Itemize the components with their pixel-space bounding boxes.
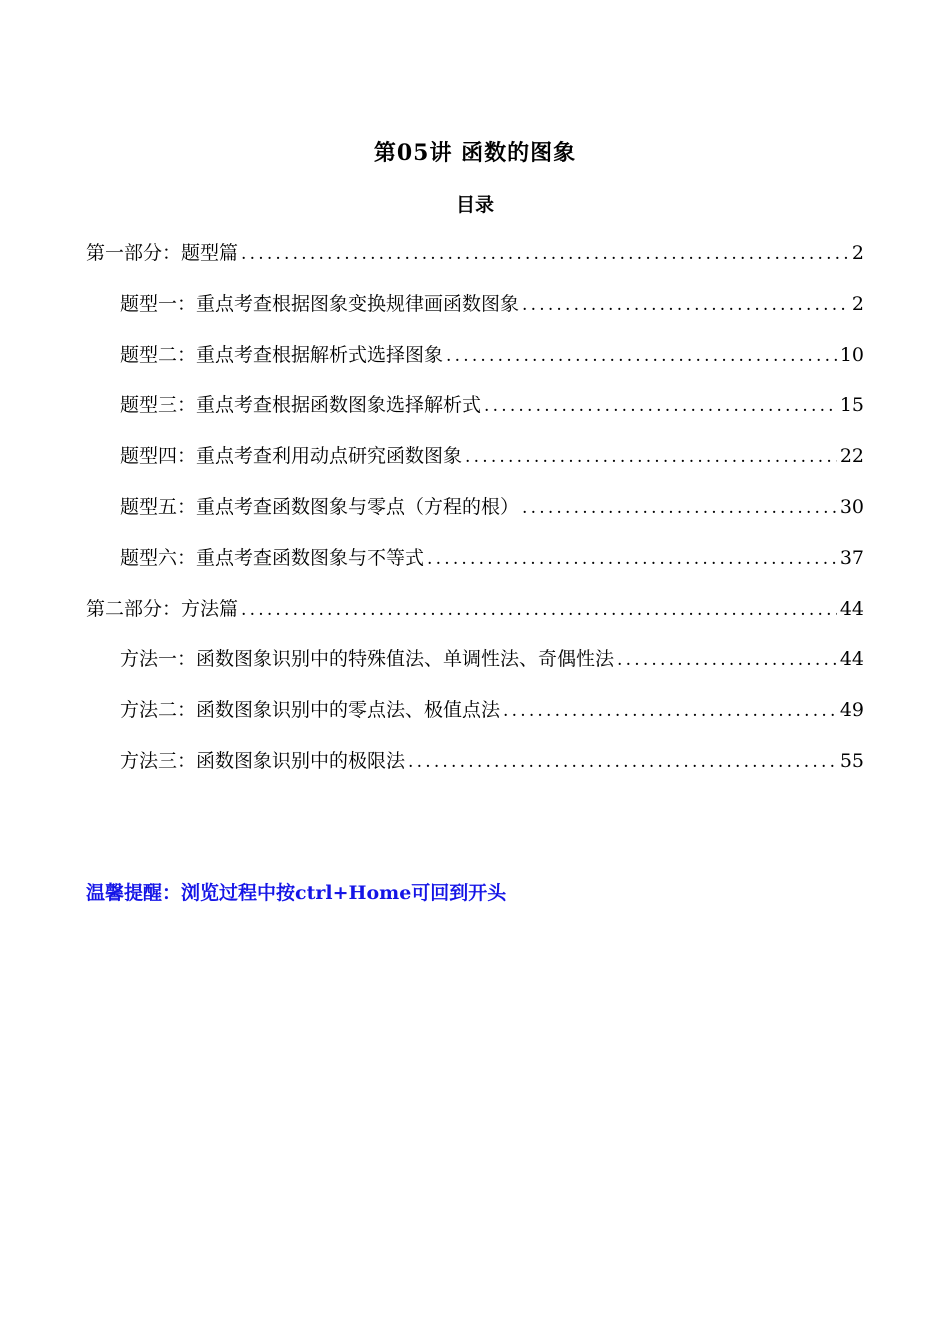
page-title: 第05讲 函数的图象 [373,140,577,166]
toc-dot-leader [408,752,837,772]
toc-page-number: 55 [839,749,864,772]
toc-dot-leader [617,650,837,670]
toc-entry-type-4[interactable] [0,441,950,492]
toc-entry-label: 题型二：重点考查根据解析式选择图象 [120,343,444,366]
toc-dot-leader [465,447,837,467]
toc-entry-type-3[interactable] [0,390,950,441]
toc-entry-label: 题型五：重点考查函数图象与零点（方程的根） [120,495,520,518]
toc-dot-leader [522,295,849,315]
toc-entry-method-1[interactable] [0,644,950,695]
toc-dot-leader [484,396,837,416]
toc-entry-type-2[interactable] [0,340,950,391]
toc-entry-label: 方法一：函数图象识别中的特殊值法、单调性法、奇偶性法 [120,648,615,671]
toc-page-number: 2 [851,242,864,264]
table-of-contents [0,238,950,797]
toc-entry-method-2[interactable] [0,695,950,746]
toc-heading: 目录 [455,194,494,216]
toc-page-number: 37 [839,546,864,569]
toc-entry-type-1[interactable] [0,289,950,340]
toc-page-number: 49 [839,699,864,722]
toc-page-number: 44 [839,648,864,671]
toc-entry-method-3[interactable] [0,746,950,797]
toc-entry-label: 方法三：函数图象识别中的极限法 [120,749,406,772]
toc-entry-type-5[interactable] [0,492,950,543]
toc-entry-label: 题型六：重点考查函数图象与不等式 [120,546,425,569]
toc-dot-leader [427,549,837,569]
toc-dot-leader [446,346,837,366]
toc-entry-label: 题型一：重点考查根据图象变换规律画函数图象 [120,292,520,315]
toc-entry-part-1[interactable] [0,238,950,289]
toc-page-number: 30 [839,495,864,518]
toc-page-number: 15 [839,394,864,417]
toc-dot-leader [241,244,849,264]
toc-page-number: 22 [839,445,864,468]
toc-entry-label: 方法二：函数图象识别中的零点法、极值点法 [120,699,501,722]
toc-entry-part-2[interactable] [0,594,950,645]
toc-dot-leader [241,600,837,620]
toc-page-number: 44 [839,597,864,620]
toc-dot-leader [503,701,837,721]
toc-page-number: 2 [851,292,864,315]
toc-entry-label: 题型四：重点考查利用动点研究函数图象 [120,445,463,468]
toc-entry-type-6[interactable] [0,543,950,594]
toc-dot-leader [522,498,837,518]
toc-entry-label: 第二部分：方法篇 [86,597,239,620]
toc-entry-label: 题型三：重点考查根据函数图象选择解析式 [120,394,482,417]
toc-page-number: 10 [839,343,864,366]
navigation-tip: 温馨提醒：浏览过程中按ctrl+Home可回到开头 [86,882,507,904]
toc-entry-label: 第一部分：题型篇 [86,242,239,264]
